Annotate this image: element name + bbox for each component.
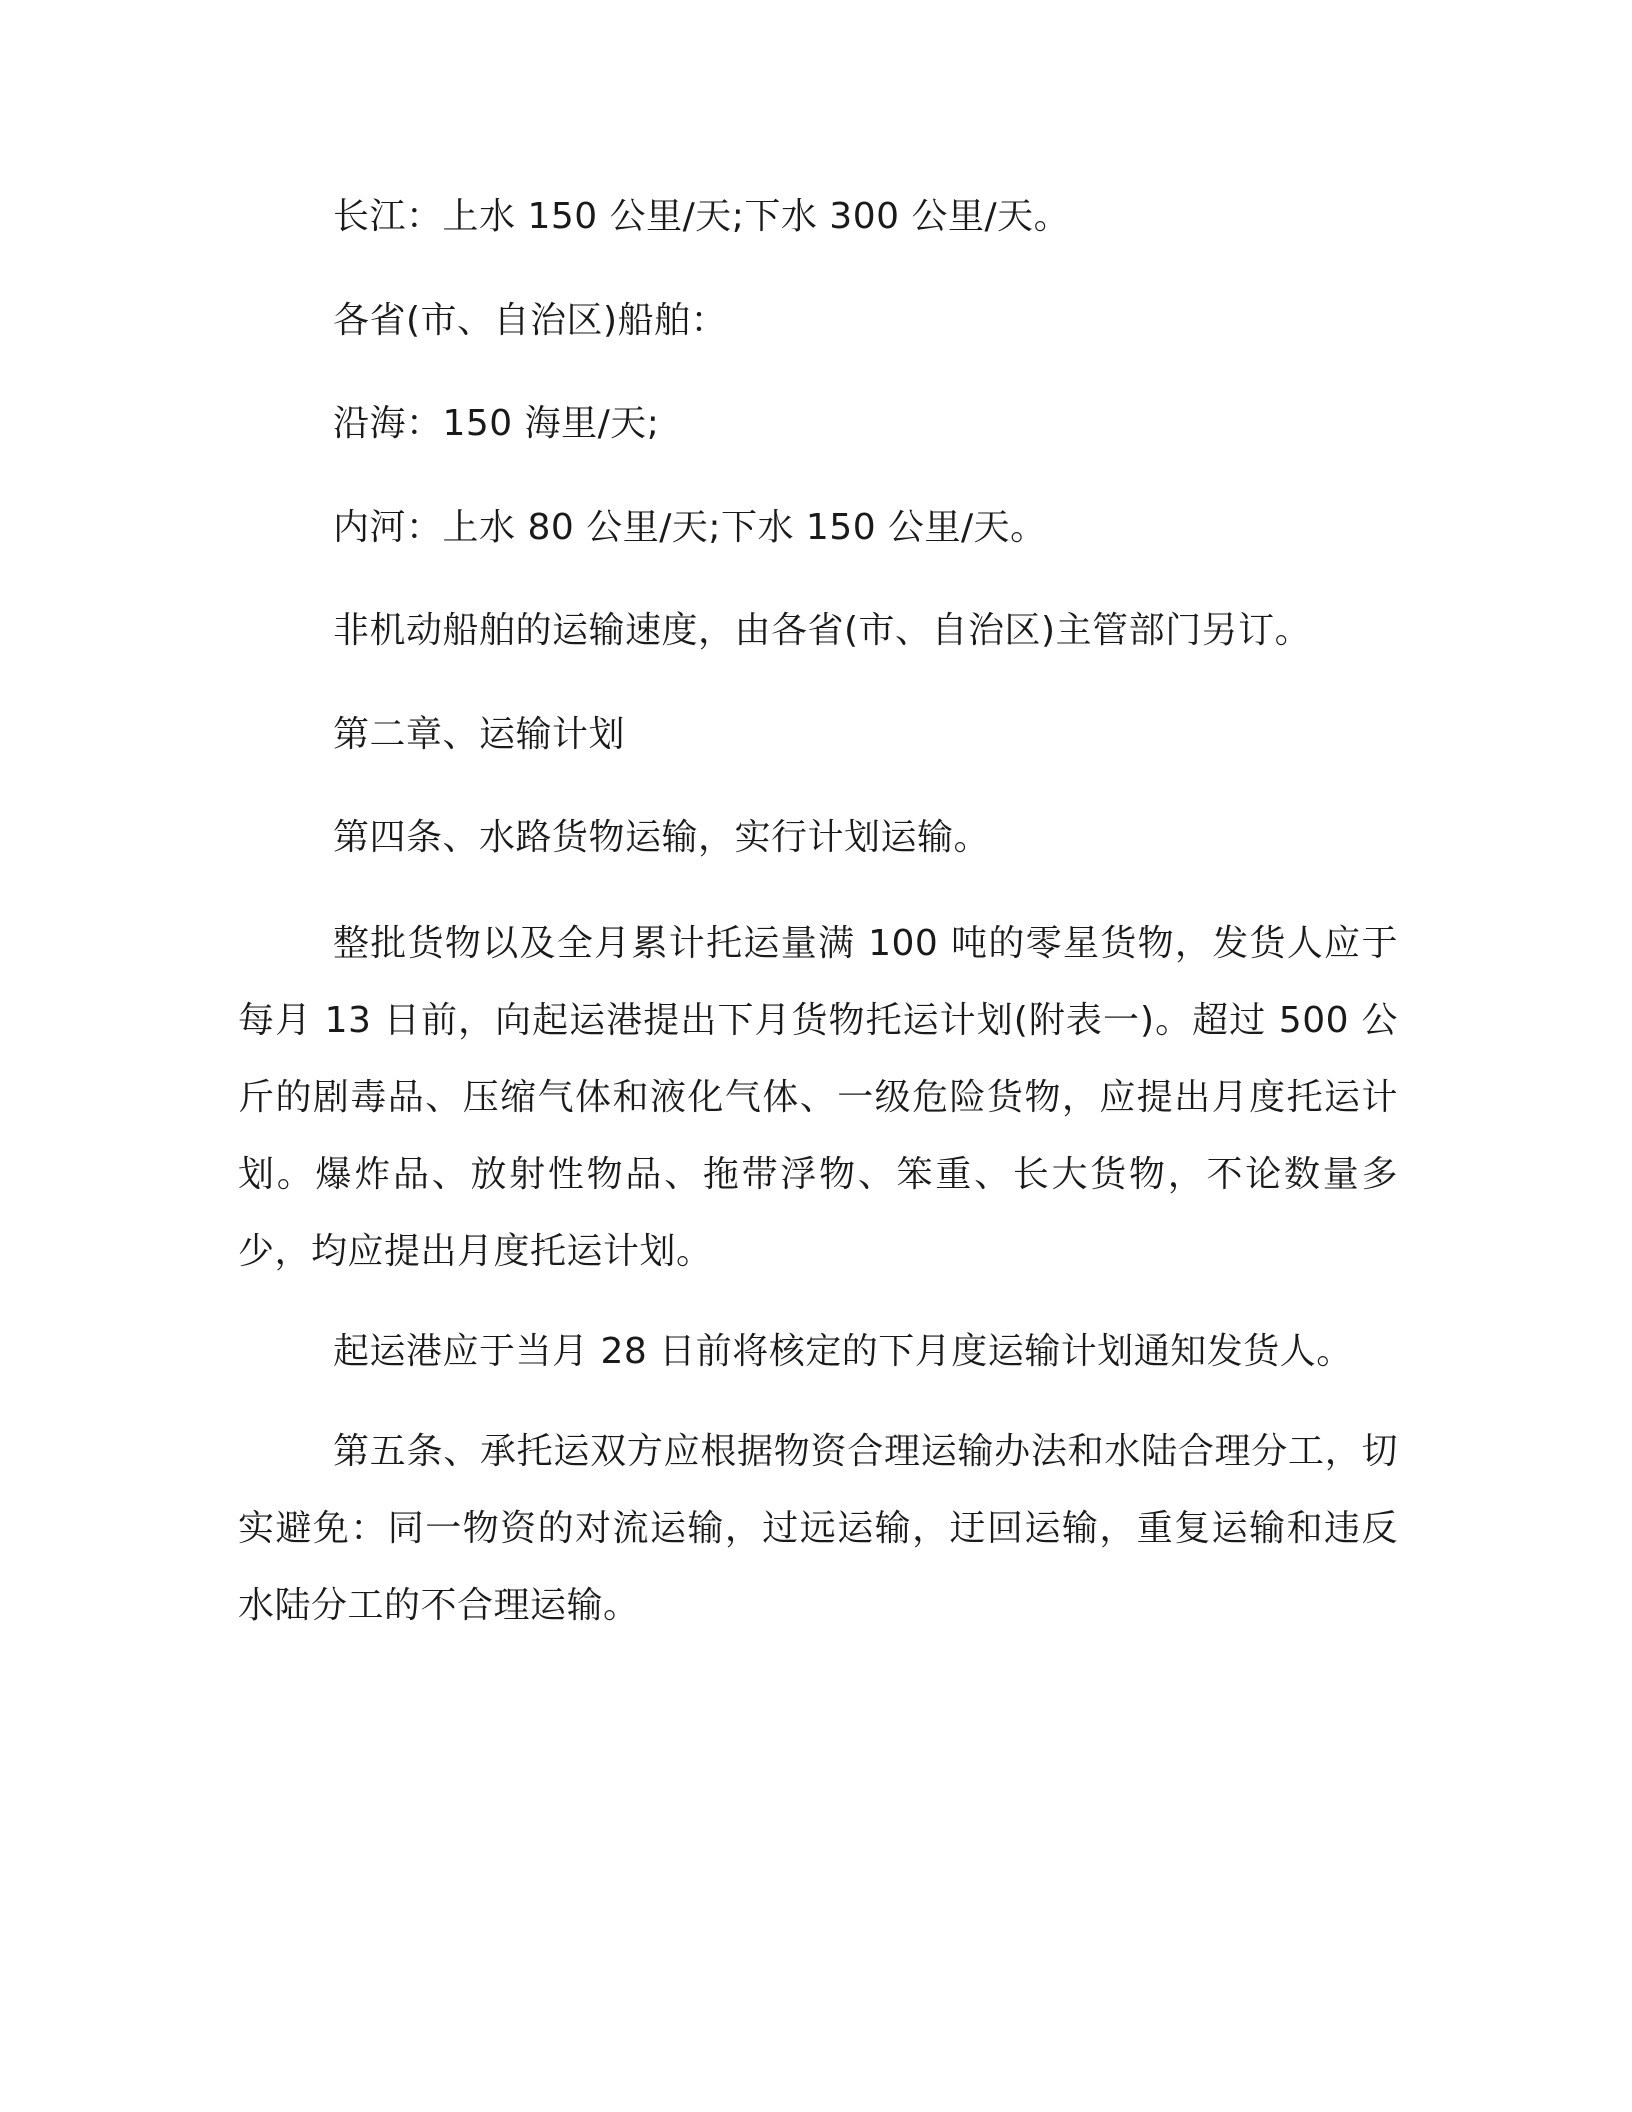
speed-coastal-line: 沿海：150 海里/天;: [333, 403, 660, 444]
plan-submission-text: 整批货物以及全月累计托运量满 100 吨的零星货物，发货人应于每月 13 日前，向起运港提出下月货物托运计划(附表一)。超过 500 公斤的剧毒品、压缩气体和液化气体、一级危险货物，应提出月度托运计划。爆炸品、放射性物品、拖带浮物、笨重、长大货物，不论数量多少，均应提出月度托运计划。: [238, 923, 1398, 1272]
chapter-two-heading: 第二章、运输计划: [333, 714, 626, 755]
article-five-paragraph: [238, 1413, 1398, 1644]
non-motor-ship-note: 非机动船舶的运输速度，由各省(市、自治区)主管部门另订。: [333, 610, 1312, 651]
plan-submission-paragraph: [238, 905, 1398, 1290]
article-five-text: 第五条、承托运双方应根据物资合理运输办法和水陆合理分工，切实避免：同一物资的对流运输，过远运输，迂回运输，重复运输和违反水陆分工的不合理运输。: [238, 1431, 1398, 1626]
speed-inland-line: 内河：上水 80 公里/天;下水 150 公里/天。: [333, 507, 1047, 548]
provincial-ships-heading: 各省(市、自治区)船舶：: [333, 300, 728, 341]
speed-yangtze-line: 长江：上水 150 公里/天;下水 300 公里/天。: [333, 196, 1071, 237]
article-four-heading: 第四条、水路货物运输，实行计划运输。: [333, 817, 991, 858]
plan-notification-paragraph: [238, 1313, 1398, 1390]
plan-notification-text: 起运港应于当月 28 日前将核定的下月度运输计划通知发货人。: [333, 1331, 1353, 1372]
